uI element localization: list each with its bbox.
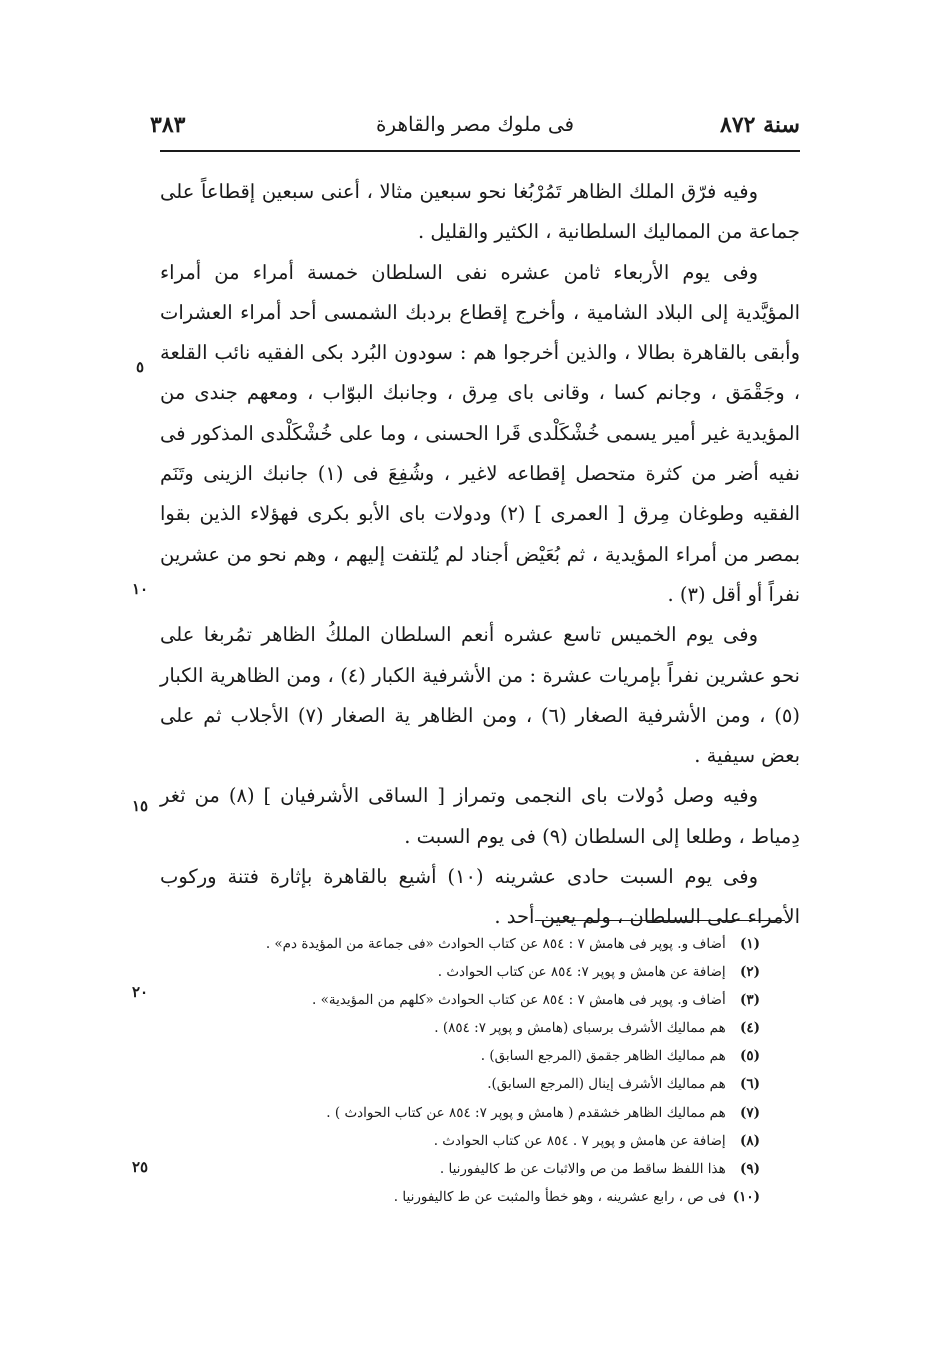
footnote: [200, 1127, 760, 1155]
page-number: ٣٨٣: [150, 112, 186, 138]
paragraph: وفى يوم الخميس تاسع عشره أنعم السلطان الملكُ الظاهر تمُربغا على نحو عشرين نفراً بإمريات عشرة : من الأشرفية الكبار (٤) ، ومن الظاهرية الكبار (٥) ، ومن الأشرفية الصغار (٦) ، ومن الظاهر ية الصغار (٧) الأجلاب ثم على بعض سيفية .: [160, 623, 800, 768]
footnote-number: (١): [739, 936, 760, 952]
paragraph: وفيه فرّق الملك الظاهر تَمُرْبُغا نحو سبعين مثالا ، أعنى سبعين إقطاعاً على جماعة من المماليك السلطانية ، الكثير والقليل .: [160, 180, 800, 244]
main-text: [160, 172, 800, 938]
footnote-rule: [535, 920, 785, 921]
footnote-text: فى ص ، رابع عشرينه ، وهو خطأ والمثبت عن ط كاليفورنيا .: [393, 1188, 726, 1205]
footnote-text: أضاف و. پوپر فى هامش ٧ : ٨٥٤ عن كتاب الحوادث «فى جماعة من المؤيدة دم» .: [265, 936, 726, 952]
footnote-text: هم مماليك الأشرف برسباى (هامش و پوپر ٧: ٨٥٤) .: [434, 1020, 726, 1037]
footnote: [200, 958, 760, 986]
footnote: [200, 1099, 760, 1127]
footnote: [200, 1183, 760, 1211]
line-number: ١٥: [131, 797, 149, 815]
footnote-number: (١٠): [732, 1188, 760, 1205]
footnote: [200, 1042, 760, 1070]
paragraph: وفى يوم السبت حادى عشرينه (١٠) أشيع بالقاهرة بإثارة فتنة وركوب الأمراء على السلطان ، ولم يعين أحد .: [160, 865, 800, 929]
footnote: [200, 1014, 760, 1042]
header-title: فى ملوك مصر والقاهرة: [375, 112, 575, 136]
paragraph: وفى يوم الأربعاء ثامن عشره نفى السلطان خمسة أمراء من أمراء المؤيَّدية إلى البلاد الشامية ، وأخرج إقطاع بردبك الشمسى أحد أمراء العشرات وأبقى بالقاهرة بطالا ، والذين أخرجوا هم : سودون البُرد بكى الفقيه نائب القلعة ، وجَقْمَق ، وجانم كسا ، وقانى باى مِرق ، وجانبك البوّاب ، ومعهم جندى من المؤيدية غير أمير يسمى خُشْكَلْدى قَرا الحسنى ، وما على خُشْكَلْدى المذكور فى نفيه أضر من كثرة متحصل إقطاعه لاغير ، وشُفِعَ فى (١) جانبك الزينى وتَنَم الفقيه وطوغان مِرق [ العمرى ] (٢) ودولات باى الأبو بكرى فهؤلاء الذين بقوا بمصر من أمراء المؤيدية ، ثم بُعَيْض أجناد لم يُلتفت إليهم ، وهم نحو من عشرين نفراً أو أقل (٣) .: [160, 260, 800, 606]
footnote-text: إضافة عن هامش و پوپر ٧: ٨٥٤ عن كتاب الحوادث .: [437, 964, 726, 981]
footnote-number: (٨): [739, 1132, 760, 1149]
footnotes: [200, 930, 760, 1211]
footnote-text: أضاف و. پوپر فى هامش ٧ : ٨٥٤ عن كتاب الحوادث «كلهم من المؤيدية» .: [312, 992, 726, 1009]
running-header: [150, 112, 800, 152]
line-number: ٥: [135, 358, 145, 376]
header-rule: [160, 150, 800, 152]
footnote: [200, 986, 760, 1014]
footnote-text: هم مماليك الأشرف إينال (المرجع السابق).: [487, 1076, 726, 1093]
paragraph: وفيه وصل دُولات باى النجمى وتمراز [ الساقى الأشرفيان ] (٨) من ثغر دِمياط ، وطلعا إلى السلطان (٩) فى يوم السبت .: [160, 784, 800, 848]
footnote: [200, 1155, 760, 1183]
footnote-text: إضافة عن هامش و پوپر ٧ . ٨٥٤ عن كتاب الحوادث .: [433, 1132, 726, 1149]
footnote: [200, 930, 760, 958]
line-number: ٢٠: [131, 983, 149, 1001]
footnote-text: هم مماليك الظاهر خشقدم ( هامش و پوپر ٧: ٨٥٤ عن كتاب الحوادث ) .: [326, 1104, 726, 1121]
footnote-number: (٣): [739, 992, 760, 1009]
footnote-number: (٢): [739, 964, 760, 981]
footnote: [200, 1070, 760, 1098]
line-number: ٢٥: [131, 1158, 149, 1176]
footnote-number: (٩): [739, 1160, 760, 1177]
footnote-number: (٧): [739, 1104, 760, 1121]
footnote-number: (٥): [739, 1048, 760, 1065]
line-number: ١٠: [131, 580, 149, 598]
footnote-text: هم مماليك الظاهر جقمق (المرجع السابق) .: [480, 1048, 726, 1065]
footnote-text: هذا اللفظ ساقط من ص والاثبات عن ط كاليفورنيا .: [439, 1160, 726, 1177]
header-year: سنة ٨٧٢: [720, 112, 800, 138]
footnote-number: (٦): [739, 1076, 760, 1093]
footnote-number: (٤): [739, 1020, 760, 1037]
